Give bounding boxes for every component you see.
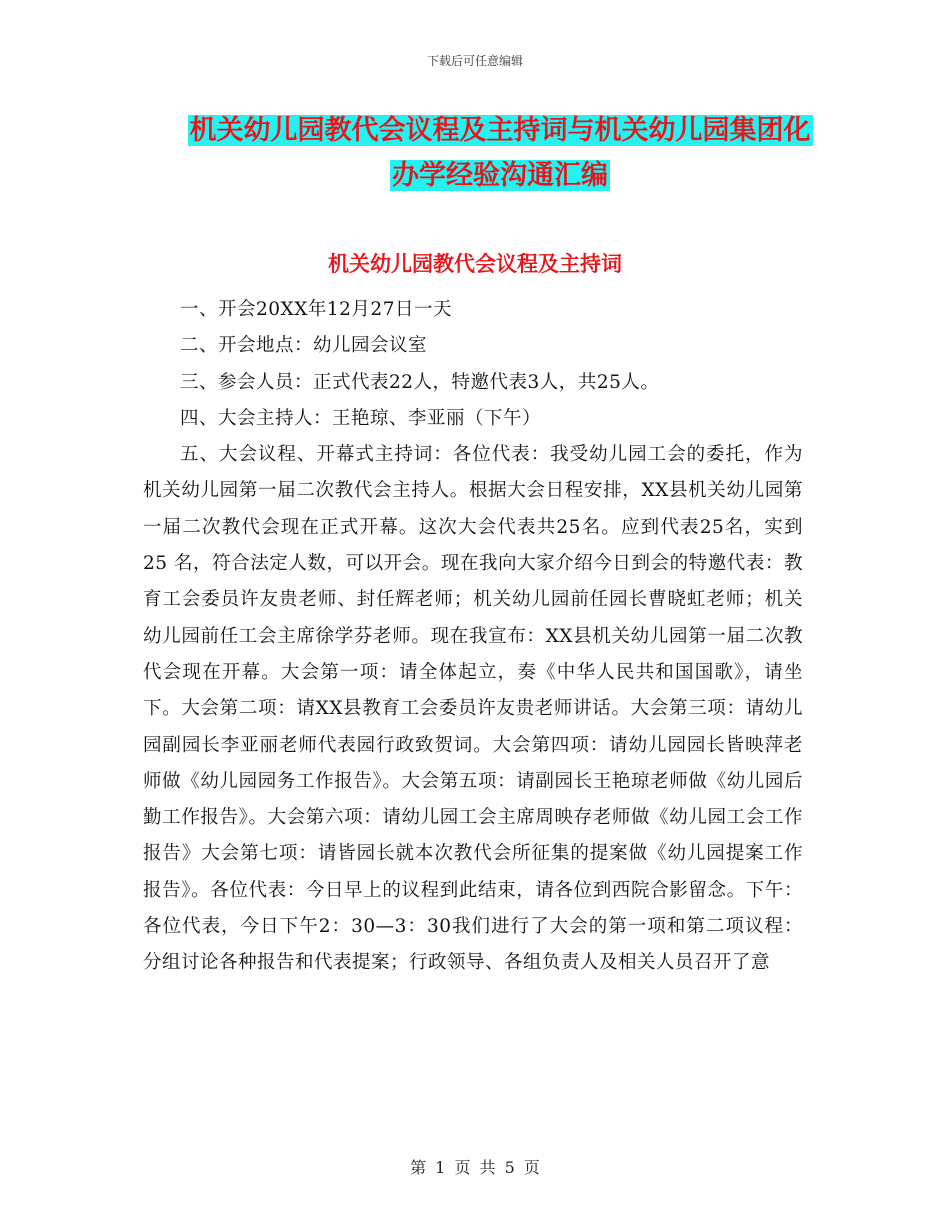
document-title-line-1: 机关幼儿园教代会议程及主持词与机关幼儿园集团化: [189, 115, 811, 146]
agenda-item-location: 二、开会地点：幼儿园会议室: [180, 335, 428, 357]
page-number: 第 1 页 共 5 页: [410, 1158, 540, 1177]
document-body: [143, 292, 803, 982]
page-header-note: 下载后可任意编辑: [426, 54, 523, 68]
agenda-item-time: 一、开会20XX年12月27日一天: [180, 299, 452, 320]
agenda-item-attendees: 三、参会人员：正式代表22人，特邀代表3人，共25人。: [180, 371, 660, 393]
section-title: 机关幼儿园教代会议程及主持词: [328, 251, 622, 276]
document-title: [140, 108, 860, 198]
agenda-item-hosts: 四、大会主持人：王艳琼、李亚丽（下午）: [180, 407, 542, 429]
agenda-item-proceedings: 五、大会议程、开幕式主持词：各位代表：我受幼儿园工会的委托，作为机关幼儿园第一届二次教代会主持人。根据大会日程安排，XX县机关幼儿园第一届二次教代会现在正式开幕。这次大会代表共25名。应到代表25名，实到 25 名，符合法定人数，可以开会。现在我向大家介绍今日到会的特邀代表：教育工会委员许友贵老师、封任辉老师；机关幼儿园前任园长曹晓虹老师；机关幼儿园前任工会主席徐学芬老师。现在我宣布：XX县机关幼儿园第一届二次教代会现在开幕。大会第一项：请全体起立，奏《中华人民共和国国歌》，请坐下。大会第二项：请XX县教育工会委员许友贵老师讲话。大会第三项：请幼儿园副园长李亚丽老师代表园行政致贺词。大会第四项：请幼儿园园长皆映萍老师做《幼儿园园务工作报告》。大会第五项：请副园长王艳琼老师做《幼儿园后勤工作报告》。大会第六项：请幼儿园工会主席周映存老师做《幼儿园工会工作报告》大会第七项：请皆园长就本次教代会所征集的提案做《幼儿园提案工作报告》。各位代表：今日早上的议程到此结束，请各位到西院合影留念。下午：各位代表，今日下午2：30—3：30我们进行了大会的第一项和第二项议程：分组讨论各种报告和代表提案；行政领导、各组负责人及相关人员召开了意: [143, 444, 803, 974]
document-title-line-2: 办学经验沟通汇编: [392, 160, 608, 191]
